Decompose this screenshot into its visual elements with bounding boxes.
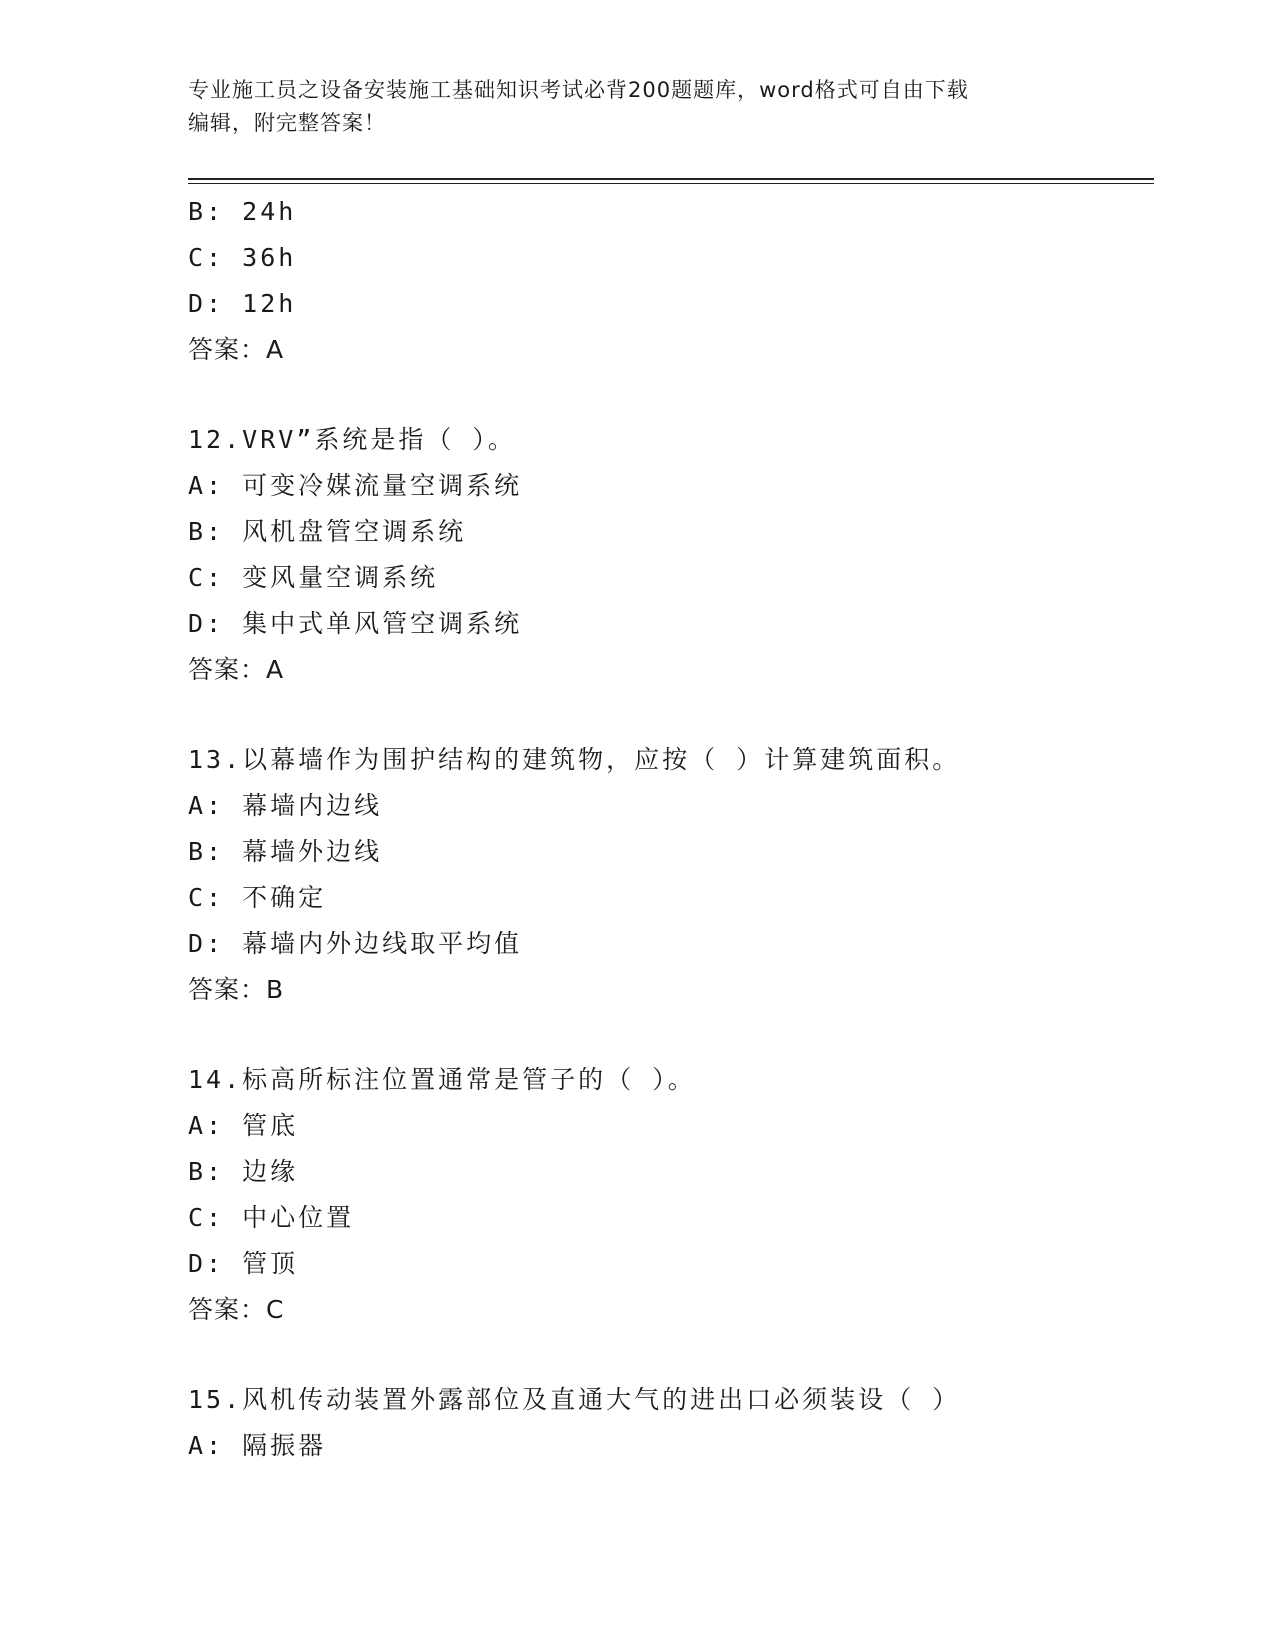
spacer (188, 1013, 1148, 1057)
option-c: C: 不确定 (188, 883, 327, 912)
spacer (188, 373, 1148, 417)
option-b: B: 幕墙外边线 (188, 837, 383, 866)
option-b: B: 边缘 (188, 1157, 299, 1186)
header-divider-thin (188, 183, 1154, 184)
option-a: A: 隔振器 (188, 1431, 327, 1460)
answer-line: 答案：C (188, 1295, 285, 1324)
option-b: B: 24h (188, 197, 297, 226)
option-c: C: 36h (188, 243, 297, 272)
option-a: A: 管底 (188, 1111, 299, 1140)
option-a: A: 可变冷媒流量空调系统 (188, 471, 523, 500)
header-title-line-2: 编辑，附完整答案！ (188, 111, 386, 135)
option-d: D: 幕墙内外边线取平均值 (188, 929, 523, 958)
option-a: A: 幕墙内边线 (188, 791, 383, 820)
question-stem: 15.风机传动装置外露部位及直通大气的进出口必须装设（ ） (188, 1385, 961, 1414)
answer-line: 答案：A (188, 335, 285, 364)
option-b: B: 风机盘管空调系统 (188, 517, 467, 546)
option-d: D: 管顶 (188, 1249, 299, 1278)
header-title-line-1: 专业施工员之设备安装施工基础知识考试必背200题题库，word格式可自由下载 (188, 78, 969, 102)
question-12 (188, 417, 1148, 693)
answer-line: 答案：B (188, 975, 285, 1004)
header-divider-thick (188, 178, 1154, 180)
question-14 (188, 1057, 1148, 1333)
document-header (188, 74, 1068, 140)
option-d: D: 集中式单风管空调系统 (188, 609, 523, 638)
answer-line: 答案：A (188, 655, 285, 684)
question-stem: 14.标高所标注位置通常是管子的（ ）。 (188, 1065, 696, 1094)
question-13 (188, 737, 1148, 1013)
question-11-continued (188, 189, 1148, 373)
spacer (188, 693, 1148, 737)
option-c: C: 变风量空调系统 (188, 563, 439, 592)
option-d: D: 12h (188, 289, 297, 318)
spacer (188, 1333, 1148, 1377)
question-stem: 12.VRV”系统是指（ ）。 (188, 425, 516, 454)
question-stem: 13.以幕墙作为围护结构的建筑物，应按（ ）计算建筑面积。 (188, 745, 961, 774)
question-15 (188, 1377, 1148, 1469)
option-c: C: 中心位置 (188, 1203, 355, 1232)
question-list (188, 189, 1148, 1469)
